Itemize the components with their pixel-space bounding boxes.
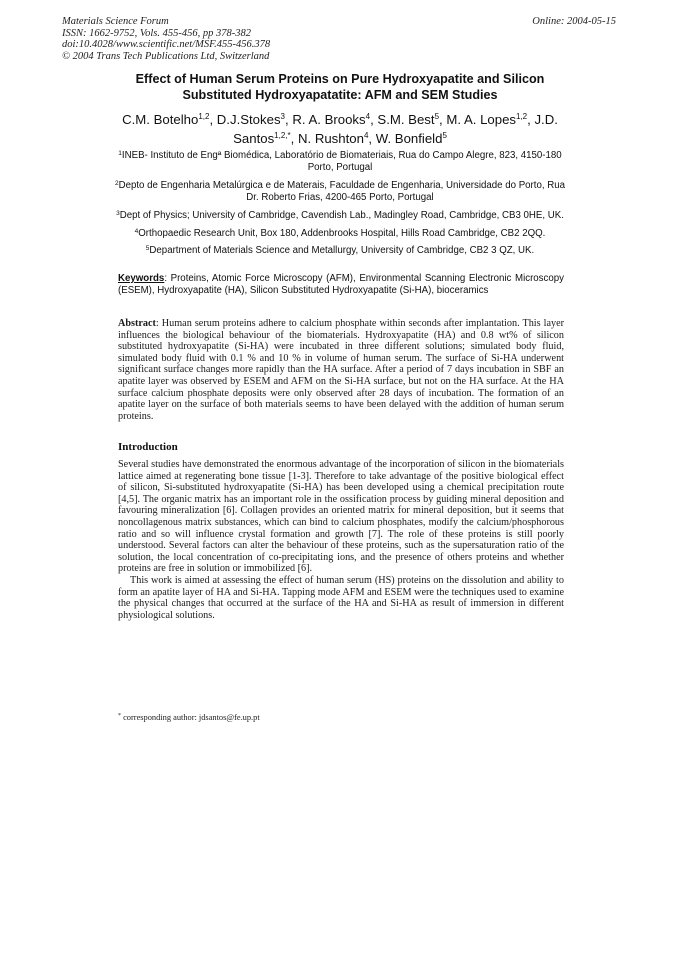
introduction-body: [118, 459, 564, 621]
footnote-text: corresponding author: jdsantos@fe.up.pt: [123, 713, 260, 722]
author: R. A. Brooks$^4$,: [292, 112, 378, 127]
abstract: [118, 318, 564, 422]
author: S.M. Best$^5$,: [377, 112, 447, 127]
affiliation: $^1$INEB- Instituto de Engª Biomédica, Laboratório de Biomateriais, Rua do Campo Alegre, 823, 4150-180 Porto, Portugal: [118, 150, 562, 174]
paragraph: Several studies have demonstrated the enormous advantage of the incorporation of silicon in the biomaterials lattice aimed at regenerating bone tissue [1-3]. Therefore to take advantage of the positive biological effect of silicon, Si-substituted hydroxyapatite (Si-HA) has been developed using a chemical precipitation route [4,5]. The organic matrix has an important role in the ossification process by guiding mineral deposition and favouring mineralization [6]. Collagen provides an oriented matrix for mineral deposition, but it seems that noncollagenous matrix substances, which can bind to calcium phosphates, modify the calcium/phosphorous ratio and so will influence crystal formation and growth [7]. The role of these proteins is still poorly understood. Several factors can alter the behaviour of these proteins, such as the supersaturation ratio of the solution, the local concentration of co-precipitating ions, and the presence of others proteins and whether proteins are free in solution or immobilized [6].: [118, 459, 564, 575]
affiliation: $^3$Dept of Physics; University of Cambridge, Cavendish Lab., Madingley Road, Cambridge, CB3 0HE, UK.: [116, 210, 564, 221]
author: J.D. Santos$^{1,2,*}$,: [233, 112, 558, 146]
author-list: [108, 111, 572, 148]
doi-line[interactable]: doi:10.4028/www.scientific.net/MSF.455-456.378: [62, 39, 271, 51]
keywords-label: Keywords: [118, 273, 165, 284]
author: W. Bonfield$^5$: [375, 130, 447, 146]
online-date: Online: 2004-05-15: [532, 16, 616, 27]
journal-name: Materials Science Forum: [62, 16, 169, 27]
affiliation: $^4$Orthopaedic Research Unit, Box 180, Addenbrooks Hospital, Hills Road Cambridge, CB2 2QQ.: [134, 227, 546, 239]
copyright-line: © 2004 Trans Tech Publications Ltd, Switzerland: [62, 50, 270, 62]
affiliation: $^5$Department of Materials Science and Metallurgy, University of Cambridge, CB2 3 QZ, UK.: [145, 245, 535, 257]
paper-title: Effect of Human Serum Proteins on Pure Hydroxyapatite and Silicon Substituted Hydroxyapatatite: AFM and SEM Studies: [135, 72, 545, 102]
author: M. A. Lopes$^{1,2}$,: [446, 112, 535, 127]
keywords: [118, 273, 564, 298]
journal-header: [62, 16, 270, 62]
corresponding-author-footnote: [118, 713, 260, 722]
author: D.J.Stokes$^3$,: [216, 112, 293, 127]
keywords-text: : Proteins, Atomic Force Microscopy (AFM), Environmental Scanning Electronic Microscopy (ESEM), Hydroxyapatite (HA), Silicon Substituted Hydroxyapatite (Si-HA), bioceramics: [118, 273, 564, 297]
paragraph: This work is aimed at assessing the effect of human serum (HS) proteins on the dissolution and ability to form an apatite layer of HA and Si-HA. Tapping mode AFM and ESEM were the techniques used to examine the physical changes that occurred at the surface of the HA and Si-HA as result of immersion in different physiological solutions.: [118, 574, 564, 621]
author: N. Rushton$^4$,: [297, 130, 376, 146]
section-heading-introduction: Introduction: [118, 441, 178, 453]
affiliation-list: [110, 150, 570, 263]
abstract-label: Abstract: [118, 318, 156, 329]
abstract-text: : Human serum proteins adhere to calcium phosphate within seconds after implantation. This layer influences the biological behaviour of the biomaterials. Hydroxyapatite (HA) and 0.8 wt% of silicon substituted hydroxyapatite (Si-HA) were incubated in three different solutions; simulated body fluid, simulated body fluid with 0.1 % and 10 % in volume of human serum. The surface of Si-HA underwent significant surface changes more rapidly than the HA surface. After a period of 7 days incubation in SBF an apatite layer was observed by ESEM and AFM on the Si-HA surface, but not on the HA surface. At the HA surface calcium phosphate deposits were only observed after 28 days of incubation. The formation of an apatite layer on the surface of both materials seems to have been delayed with the addition of human serum proteins.: [118, 318, 564, 422]
affiliation: $^2$Depto de Engenharia Metalúrgica e de Materais, Faculdade de Engenharia, Universidade do Porto, Rua Dr. Roberto Frias, 4200-465 Porto, Portugal: [114, 180, 566, 204]
author: C.M. Botelho$^{1,2}$,: [122, 112, 217, 127]
issn-line: ISSN: 1662-9752, Vols. 455-456, pp 378-382: [62, 27, 251, 39]
footnote-mark: *: [118, 713, 121, 719]
